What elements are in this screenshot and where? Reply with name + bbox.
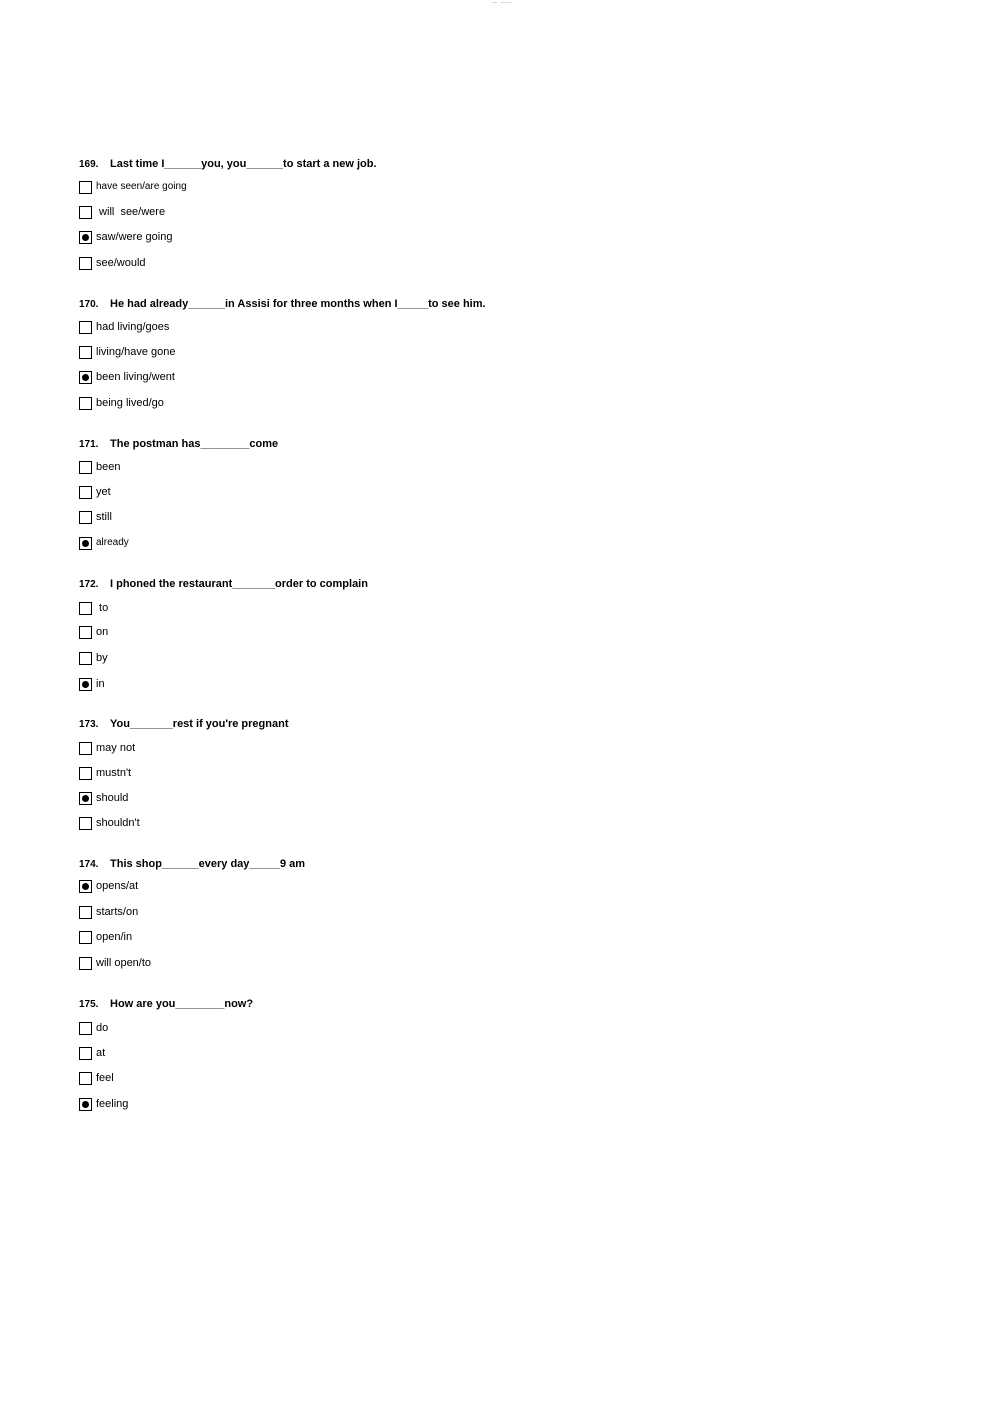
answer-option[interactable] [79,765,131,781]
answer-label: living/have gone [96,346,176,358]
answer-checkbox[interactable] [79,652,92,665]
answer-option[interactable] [79,1020,108,1036]
question-number: 175. [79,999,99,1010]
question-text: He had already______in Assisi for three months when I_____to see him. [110,298,486,310]
answer-option[interactable] [79,229,172,245]
question-text: The postman has________come [110,438,279,450]
answer-option[interactable] [79,484,111,500]
answer-option[interactable] [79,815,140,831]
answer-label: should [96,792,129,804]
answer-option[interactable] [79,878,138,894]
answer-checkbox[interactable] [79,181,92,194]
question-title [79,715,288,733]
answer-checkbox[interactable] [79,817,92,830]
answer-checkbox-selected[interactable] [79,792,92,805]
answer-option[interactable] [79,1070,114,1086]
question-list [79,155,959,1135]
answer-label: starts/on [96,906,139,918]
answer-label: will see/were [96,206,166,218]
answer-label: mustn't [96,767,132,779]
answer-label: open/in [96,931,133,943]
answer-checkbox[interactable] [79,257,92,270]
question-169 [79,155,959,295]
answer-option[interactable] [79,790,128,806]
answer-label: opens/at [96,880,139,892]
answer-checkbox[interactable] [79,626,92,639]
answer-checkbox[interactable] [79,461,92,474]
answer-checkbox-selected[interactable] [79,880,92,893]
answer-label: on [96,626,109,638]
answer-checkbox[interactable] [79,206,92,219]
question-number: 169. [79,159,99,170]
answer-option[interactable] [79,179,187,195]
question-175 [79,995,959,1135]
answer-label: in [96,678,105,690]
answer-option[interactable] [79,395,164,411]
answer-checkbox[interactable] [79,397,92,410]
answer-option[interactable] [79,255,146,271]
question-171 [79,435,959,575]
question-title [79,995,253,1013]
answer-option[interactable] [79,929,132,945]
answer-option[interactable] [79,369,175,385]
answer-option[interactable] [79,344,176,360]
answer-label: being lived/go [96,397,164,409]
answer-label: at [96,1047,106,1059]
question-text: This shop______every day_____9 am [110,858,306,870]
question-text: Last time I______you, you______to start a new job. [110,158,377,170]
answer-option[interactable] [79,1096,128,1112]
answer-label: been living/went [96,371,175,383]
answer-label: have seen/are going [96,181,187,192]
answer-option[interactable] [79,624,108,640]
answer-label: yet [96,486,111,498]
answer-option[interactable] [79,955,151,971]
answer-option[interactable] [79,740,135,756]
page-header-mark: — —— [492,0,513,6]
answer-checkbox[interactable] [79,906,92,919]
question-title [79,435,278,453]
answer-checkbox[interactable] [79,511,92,524]
answer-label: may not [96,742,136,754]
answer-label: shouldn't [96,817,140,829]
answer-label: do [96,1022,109,1034]
answer-option[interactable] [79,650,108,666]
answer-checkbox[interactable] [79,321,92,334]
answer-checkbox[interactable] [79,931,92,944]
question-number: 172. [79,579,99,590]
answer-label: by [96,652,108,664]
answer-checkbox-selected[interactable] [79,678,92,691]
answer-checkbox[interactable] [79,1022,92,1035]
question-title [79,295,486,313]
answer-checkbox[interactable] [79,1047,92,1060]
answer-option[interactable] [79,459,120,475]
answer-label: had living/goes [96,321,170,333]
answer-label: already [96,537,129,548]
question-text: How are you________now? [110,998,254,1010]
answer-checkbox[interactable] [79,742,92,755]
answer-checkbox[interactable] [79,346,92,359]
answer-label: been [96,461,121,473]
question-title [79,155,377,173]
question-text: I phoned the restaurant_______order to complain [110,578,368,590]
answer-checkbox[interactable] [79,767,92,780]
answer-option[interactable] [79,204,165,220]
answer-option[interactable] [79,600,108,616]
question-173 [79,715,959,855]
answer-checkbox-selected[interactable] [79,1098,92,1111]
question-number: 170. [79,299,99,310]
answer-checkbox[interactable] [79,1072,92,1085]
answer-option[interactable] [79,676,105,692]
answer-label: feel [96,1072,114,1084]
question-172 [79,575,959,715]
answer-option[interactable] [79,1045,105,1061]
answer-option[interactable] [79,904,138,920]
answer-label: to [96,602,109,614]
question-number: 171. [79,439,99,450]
answer-label: see/would [96,257,146,269]
answer-checkbox[interactable] [79,602,92,615]
question-number: 174. [79,859,99,870]
question-number: 173. [79,719,99,730]
answer-label: will open/to [96,957,152,969]
answer-label: saw/were going [96,231,173,243]
question-title [79,575,368,593]
answer-option[interactable] [79,509,112,525]
question-174 [79,855,959,995]
answer-option[interactable] [79,535,129,551]
question-text: You_______rest if you're pregnant [110,718,289,730]
answer-checkbox[interactable] [79,957,92,970]
question-170 [79,295,959,435]
answer-checkbox[interactable] [79,486,92,499]
answer-option[interactable] [79,319,169,335]
answer-checkbox-selected[interactable] [79,371,92,384]
answer-label: feeling [96,1098,129,1110]
question-title [79,855,305,873]
answer-checkbox-selected[interactable] [79,537,92,550]
answer-label: still [96,511,112,523]
answer-checkbox-selected[interactable] [79,231,92,244]
